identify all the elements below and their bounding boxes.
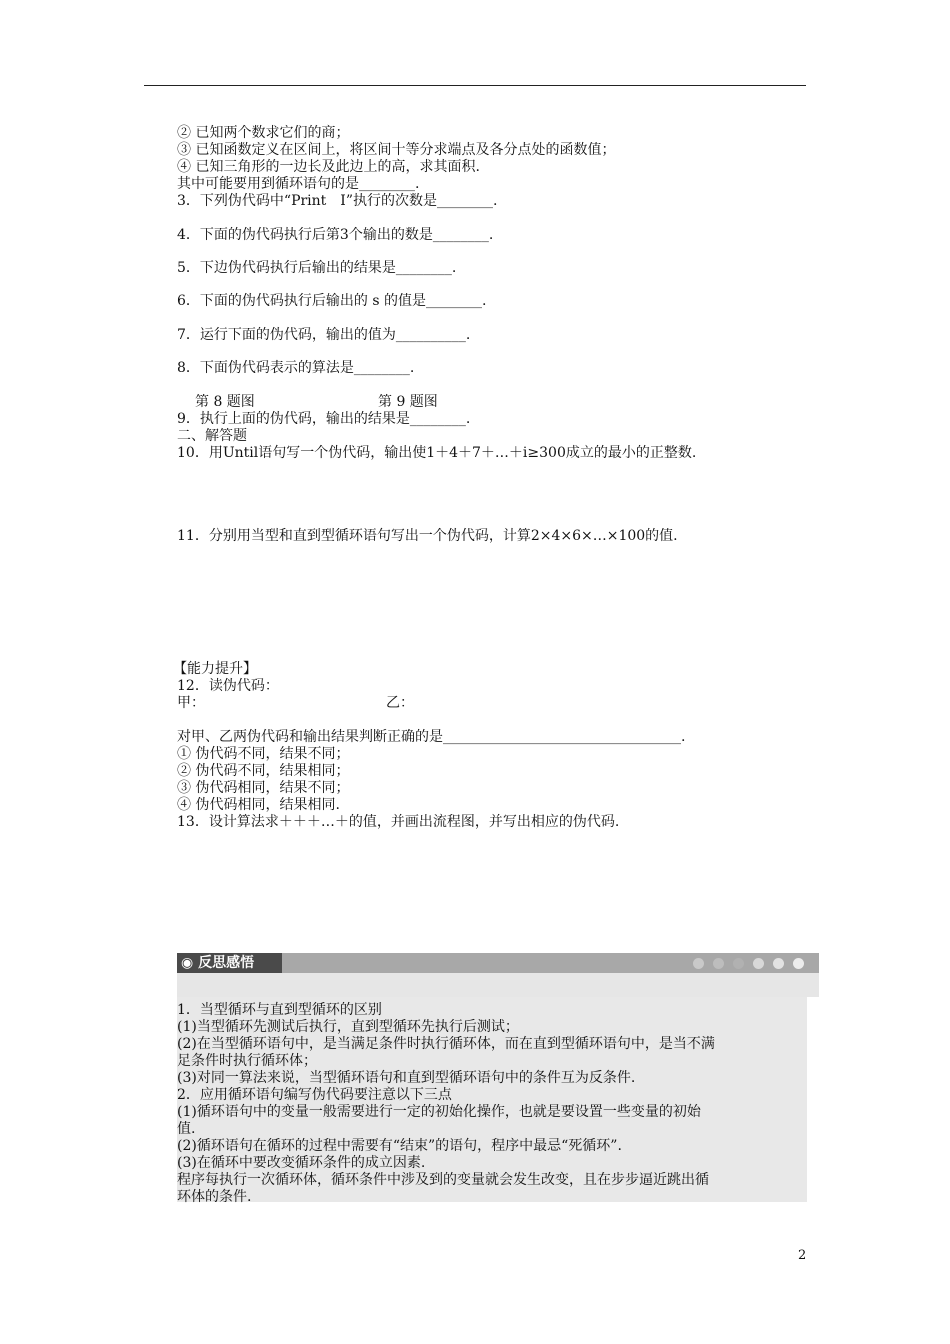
label-yi: 乙： [386, 695, 414, 711]
dot-icon [773, 958, 784, 969]
question-4: 4．下面的伪代码执行后第3个输出的数是________. [177, 227, 494, 243]
dot-icon [713, 958, 724, 969]
reflection-line: (1)循环语句中的变量一般需要进行一定的初始化操作，也就是要设置一些变量的初始 [177, 1104, 701, 1120]
figure-label-9: 第 9 题图 [378, 394, 438, 410]
reflection-line: (2)在当型循环语句中，是当满足条件时执行循环体，而在直到型循环语句中，是当不满 [177, 1036, 715, 1052]
question-8: 8．下面伪代码表示的算法是________. [177, 360, 415, 376]
header-rule [144, 85, 806, 86]
figure-label-8: 第 8 题图 [195, 394, 255, 410]
question-11: 11．分别用当型和直到型循环语句写出一个伪代码，计算2×4×6×…×100的值. [177, 528, 678, 544]
text-line: ④ 已知三角形的一边长及此边上的高，求其面积. [177, 159, 480, 175]
reflection-line: (3)对同一算法来说，当型循环语句和直到型循环语句中的条件互为反条件. [177, 1070, 636, 1086]
question-5: 5．下边伪代码执行后输出的结果是________. [177, 260, 457, 276]
reflection-line: 2．应用循环语句编写伪代码要注意以下三点 [177, 1087, 452, 1103]
dot-icon [733, 958, 744, 969]
dot-icon [753, 958, 764, 969]
question-9: 9．执行上面的伪代码，输出的结果是________. [177, 411, 471, 427]
section-heading: 二、解答题 [177, 428, 247, 444]
dot-icon [693, 958, 704, 969]
dot-icon [793, 958, 804, 969]
question-12-prompt: 对甲、乙两伪代码和输出结果判断正确的是__________________________________. [177, 729, 686, 745]
option-1: ① 伪代码不同，结果不同； [177, 746, 350, 762]
text-line: ② 已知两个数求它们的商； [177, 125, 350, 141]
page-number: 2 [798, 1248, 807, 1263]
reflection-line: (1)当型循环先测试后执行，直到型循环先执行后测试； [177, 1019, 519, 1035]
question-3: 3．下列伪代码中“Print I”执行的次数是________. [177, 193, 498, 209]
option-4: ④ 伪代码相同，结果相同. [177, 797, 340, 813]
reflection-line: 程序每执行一次循环体，循环条件中涉及到的变量就会发生改变，且在步步逼近跳出循 [177, 1172, 709, 1188]
question-12: 12．读伪代码： [177, 678, 279, 694]
option-3: ③ 伪代码相同，结果不同； [177, 780, 350, 796]
label-jia: 甲： [177, 695, 205, 711]
option-2: ② 伪代码不同，结果相同； [177, 763, 350, 779]
ability-heading: 【能力提升】 [173, 661, 257, 677]
text-line: 其中可能要用到循环语句的是________. [177, 176, 420, 192]
question-6: 6．下面的伪代码执行后输出的 s 的值是________. [177, 293, 487, 309]
reflection-line: (2)循环语句在循环的过程中需要有“结束”的语句，程序中最忌“死循环”. [177, 1138, 622, 1154]
text-line: ③ 已知函数定义在区间上，将区间十等分求端点及各分点处的函数值； [177, 142, 616, 158]
reflection-line: 值. [177, 1121, 196, 1137]
reflection-line: (3)在循环中要改变循环条件的成立因素. [177, 1155, 426, 1171]
reflection-line: 足条件时执行循环体； [177, 1053, 317, 1069]
reflection-line: 1．当型循环与直到型循环的区别 [177, 1002, 382, 1018]
reflection-title: ◉ 反思感悟 [177, 953, 282, 973]
question-7: 7．运行下面的伪代码，输出的值为__________. [177, 327, 471, 343]
question-13: 13．设计算法求＋＋＋…＋的值，并画出流程图，并写出相应的伪代码. [177, 814, 620, 830]
reflection-line: 环体的条件. [177, 1189, 252, 1205]
reflection-strip [177, 973, 819, 997]
question-10: 10．用Until语句写一个伪代码，输出使1＋4＋7＋…＋i≥300成立的最小的正整数. [177, 445, 697, 461]
